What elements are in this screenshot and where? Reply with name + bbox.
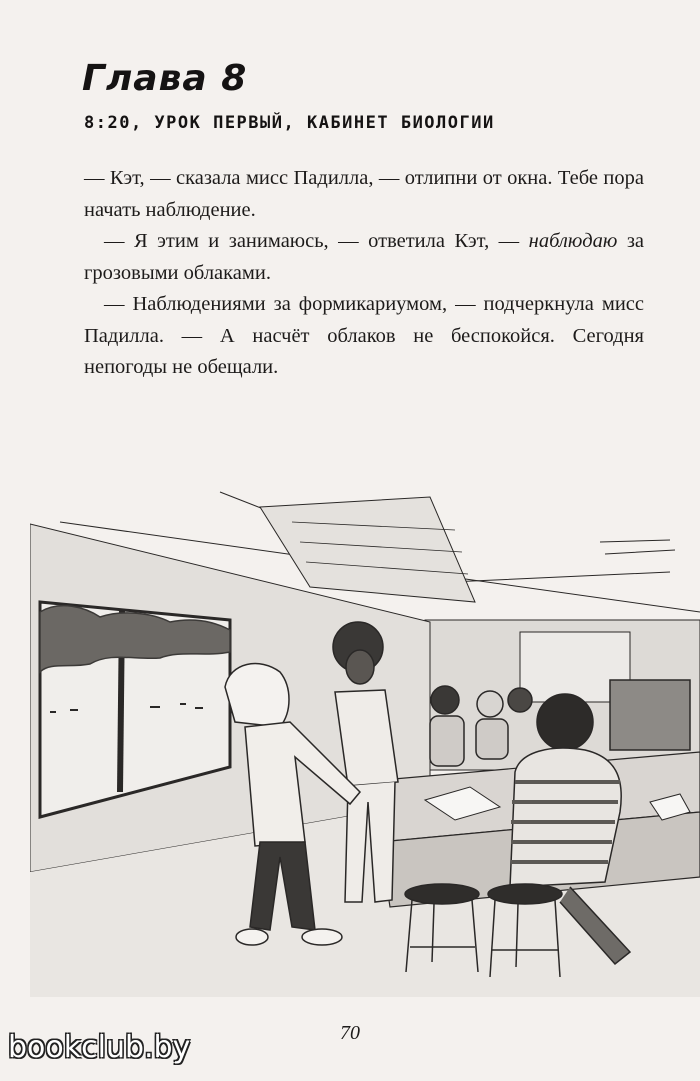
paragraph: — Кэт, — сказала мисс Падилла, — отлипни от окна. Тебе пора начать наблюдение. bbox=[84, 167, 644, 221]
page-number: 70 bbox=[340, 1022, 360, 1044]
paragraph bbox=[84, 226, 644, 289]
chapter-title: Глава 8 bbox=[82, 58, 248, 99]
classroom-illustration bbox=[30, 482, 700, 997]
body-text bbox=[84, 163, 644, 384]
text-run: за грозовыми облаками. bbox=[84, 230, 645, 284]
text-run: — Я этим и занимаюсь, — ответила Кэт, — bbox=[104, 230, 520, 252]
paragraph: — Наблюдениями за формикариумом, — подчеркнула мисс Падилла. — А насчёт облаков не беспокойся. Сегодня непогоды не обещали. bbox=[84, 293, 644, 378]
chapter-subtitle: 8:20, УРОК ПЕРВЫЙ, КАБИНЕТ БИОЛОГИИ bbox=[84, 113, 495, 133]
watermark-logo: bookclub.by bbox=[8, 1030, 191, 1065]
italic-text: наблюдаю bbox=[528, 230, 618, 252]
